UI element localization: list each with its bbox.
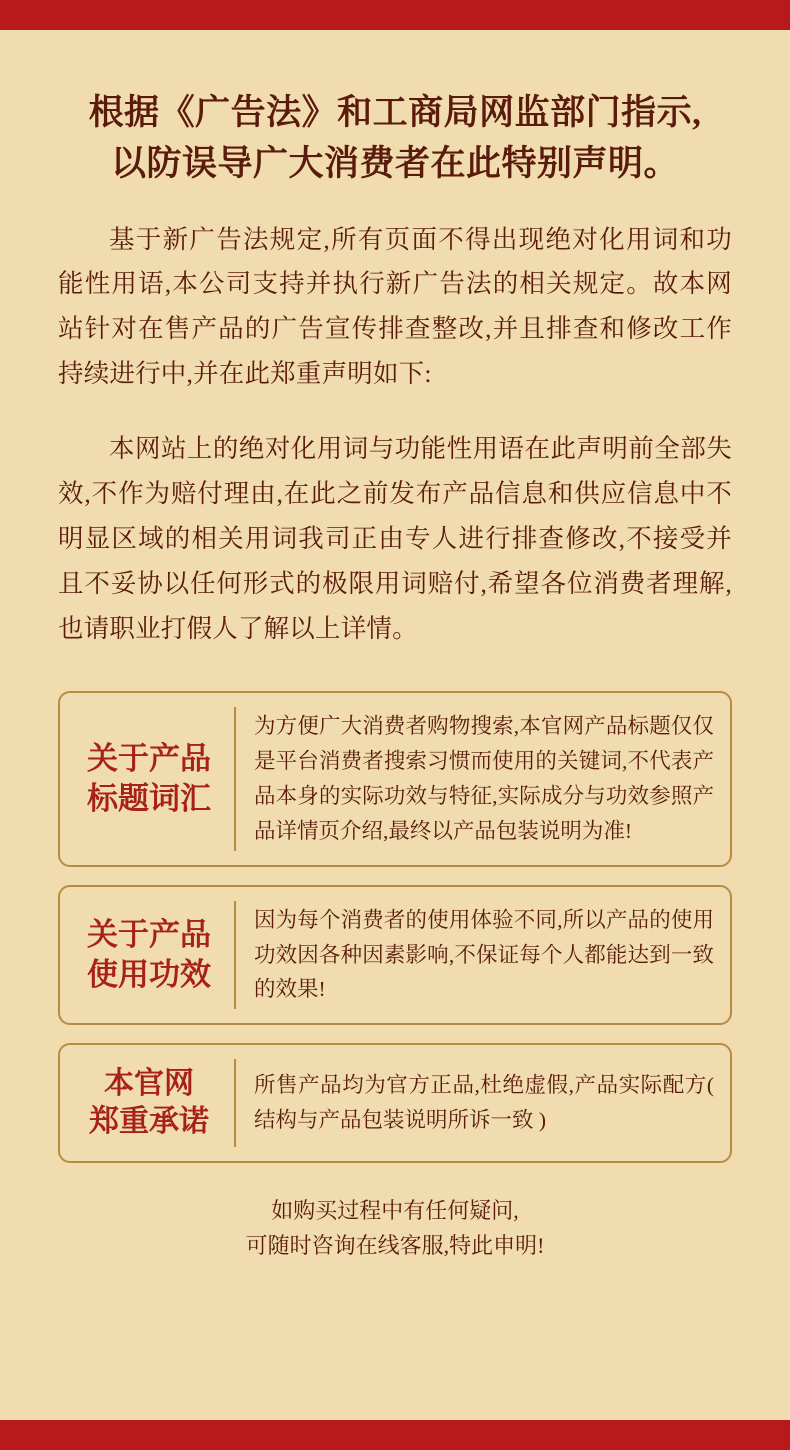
card-title-line2: 使用功效 — [87, 956, 211, 992]
card-title — [64, 1059, 236, 1147]
footer-note — [58, 1193, 732, 1263]
footer-line-2: 可随时咨询在线客服,特此申明! — [245, 1233, 545, 1259]
card-title — [64, 901, 236, 1009]
card-title-line1: 关于产品 — [87, 917, 211, 953]
statement-cards — [58, 691, 732, 1163]
card-title-line2: 郑重承诺 — [89, 1105, 209, 1139]
card-title-line2: 标题词汇 — [87, 781, 211, 817]
card-title-line1: 关于产品 — [87, 741, 211, 777]
footer-line-1: 如购买过程中有任何疑问, — [271, 1198, 519, 1224]
card-product-efficacy — [58, 885, 732, 1025]
page-title-line2: 以防误导广大消费者在此特别声明。 — [110, 143, 679, 183]
statement-paragraph-1: 基于新广告法规定,所有页面不得出现绝对化用词和功能性用语,本公司支持并执行新广告法的相关规定。故本网站针对在售产品的广告宣传排查整改,并且排查和修改工作持续进行中,并在此郑重声明如下: — [58, 224, 732, 389]
card-title-line1: 本官网 — [104, 1066, 194, 1100]
card-title — [64, 707, 236, 850]
page-title — [58, 88, 732, 190]
card-product-title-terms — [58, 691, 732, 866]
statement-paragraph-2: 本网站上的绝对化用词与功能性用语在此声明前全部失效,不作为赔付理由,在此之前发布产品信息和供应信息中不明显区域的相关用词我司正由专人进行排查修改,不接受并且不妥协以任何形式的极限用词赔付,希望各位消费者理解,也请职业打假人了解以上详情。 — [58, 434, 732, 643]
card-body: 因为每个消费者的使用体验不同,所以产品的使用功效因各种因素影响,不保证每个人都能达到一致的效果! — [254, 907, 714, 1002]
page-title-line1: 根据《广告法》和工商局网监部门指示, — [88, 93, 702, 132]
card-body: 为方便广大消费者购物搜索,本官网产品标题仅仅是平台消费者搜索习惯而使用的关键词,不代表产品本身的实际功效与特征,实际成分与功效参照产品详情页介绍,最终以产品包装说明为准! — [254, 714, 714, 843]
card-body: 所售产品均为官方正品,杜绝虚假,产品实际配方( 结构与产品包装说明所诉一致 ) — [254, 1073, 714, 1133]
card-official-promise — [58, 1043, 732, 1163]
statement-panel — [0, 30, 790, 1420]
